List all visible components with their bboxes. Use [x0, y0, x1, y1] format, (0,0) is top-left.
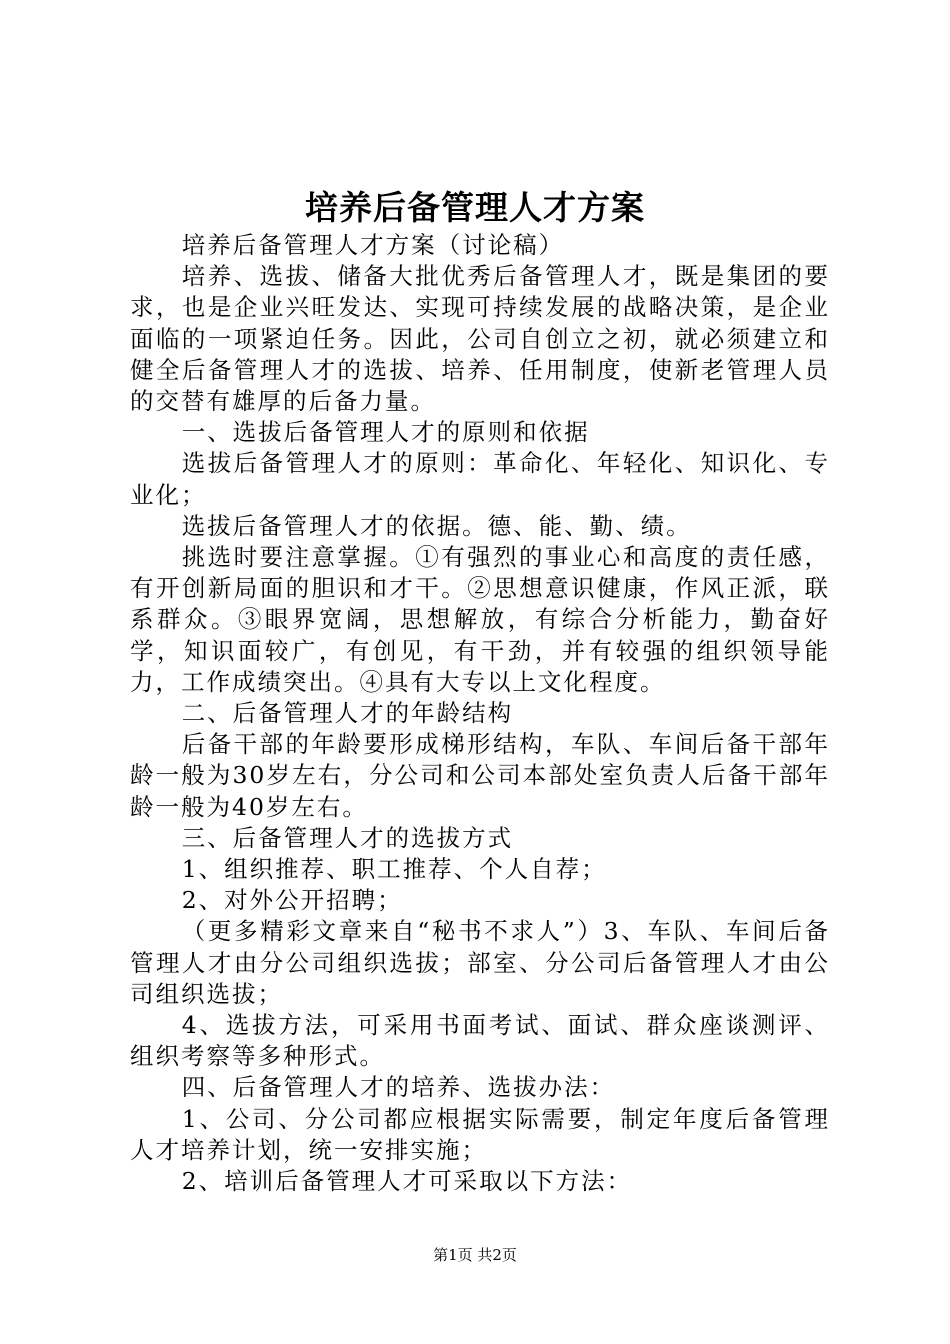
section-heading-2: 二、后备管理人才的年龄结构	[181, 699, 514, 728]
list-item-2: 2、对外公开招聘；	[181, 886, 403, 915]
list-item-1: 1、组织推荐、职工推荐、个人自荐；	[181, 855, 607, 884]
paragraph-subtitle: 培养后备管理人才方案（讨论稿）	[181, 231, 565, 259]
page-footer: 第1页 共2页	[433, 1246, 517, 1264]
list-item-training-1: 1、公司、分公司都应根据实际需要，制定年度后备管理人才培养计划，统一安排实施；	[130, 1104, 830, 1164]
section-heading-1: 一、选拔后备管理人才的原则和依据	[181, 418, 590, 447]
document-title: 培养后备管理人才方案	[305, 188, 645, 227]
paragraph-principles: 选拔后备管理人才的原则：革命化、年轻化、知识化、专业化；	[130, 449, 830, 509]
section-heading-3: 三、后备管理人才的选拔方式	[181, 823, 514, 852]
section-heading-4: 四、后备管理人才的培养、选拔办法：	[181, 1073, 616, 1102]
list-item-training-2: 2、培训后备管理人才可采取以下方法：	[181, 1167, 633, 1196]
paragraph-intro: 培养、选拔、储备大批优秀后备管理人才，既是集团的要求，也是企业兴旺发达、实现可持续发展的战略决策，是企业面临的一项紧迫任务。因此，公司自创立之初，就必须建立和健全后备管理人才的选拔、培养、任用制度，使新老管理人员的交替有雄厚的后备力量。	[130, 262, 830, 416]
paragraph-selection-criteria: 挑选时要注意掌握。①有强烈的事业心和高度的责任感，有开创新局面的胆识和才干。②思想意识健康，作风正派，联系群众。③眼界宽阔，思想解放，有综合分析能力，勤奋好学，知识面较广，有创见，有干劲，并有较强的组织领导能力，工作成绩突出。④具有大专以上文化程度。	[130, 543, 830, 696]
list-item-4: 4、选拔方法，可采用书面考试、面试、群众座谈测评、组织考察等多种形式。	[130, 1011, 830, 1071]
list-item-3: （更多精彩文章来自“秘书不求人”）3、车队、车间后备管理人才由分公司组织选拔；部室、分公司后备管理人才由公司组织选拔；	[130, 917, 830, 1008]
paragraph-basis: 选拔后备管理人才的依据。德、能、勤、绩。	[181, 511, 692, 540]
paragraph-age-structure: 后备干部的年龄要形成梯形结构，车队、车间后备干部年龄一般为30岁左右，分公司和公司本部处室负责人后备干部年龄一般为40岁左右。	[130, 730, 830, 821]
document-body	[130, 230, 830, 1197]
